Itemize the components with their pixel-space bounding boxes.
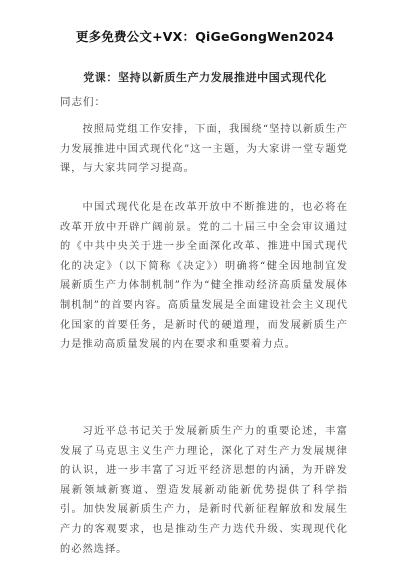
paragraph: 习近平总书记关于发展新质生产力的重要论述，丰富发展了马克思主义生产力理论，深化了对生产力发展规律的认识，进一步丰富了习近平经济思想的内涵，为开辟发展新领域新赛道、塑造发展新动能新优势提供了科学指引。加快发展新质生产力，是新时代新征程解放和发展生产力的客观要求，也是推动生产力迭代升级、实现现代化的必然选择。	[60, 426, 348, 555]
paragraph: 按照局党组工作安排，下面，我围绕“坚持以新质生产力发展推进中国式现代化”这一主题，为大家讲一堂专题党课，与大家共同学习提高。	[60, 124, 348, 175]
paragraph: 中国式现代化是在改革开放中不断推进的，也必将在改革开放中开辟广阔前景。党的二十届三中全会审议通过的《中共中央关于进一步全面深化改革、推进中国式现代化的决定》（以下简称《决定》）明确将“健全因地制宜发展新质生产力体制机制”作为“健全推动经济高质量发展体制机制”的首要内容。高质量发展是全面建设社会主义现代化国家的首要任务，是新时代的硬道理，而发展新质生产力是推动高质量发展的内在要求和重要着力点。	[60, 202, 348, 351]
salutation: 同志们：	[60, 96, 106, 108]
document-title: 党课：坚持以新质生产力发展推进中国式现代化	[83, 71, 327, 84]
watermark-text: 更多免费公文+VX：QiGeGongWen2024	[75, 29, 335, 44]
